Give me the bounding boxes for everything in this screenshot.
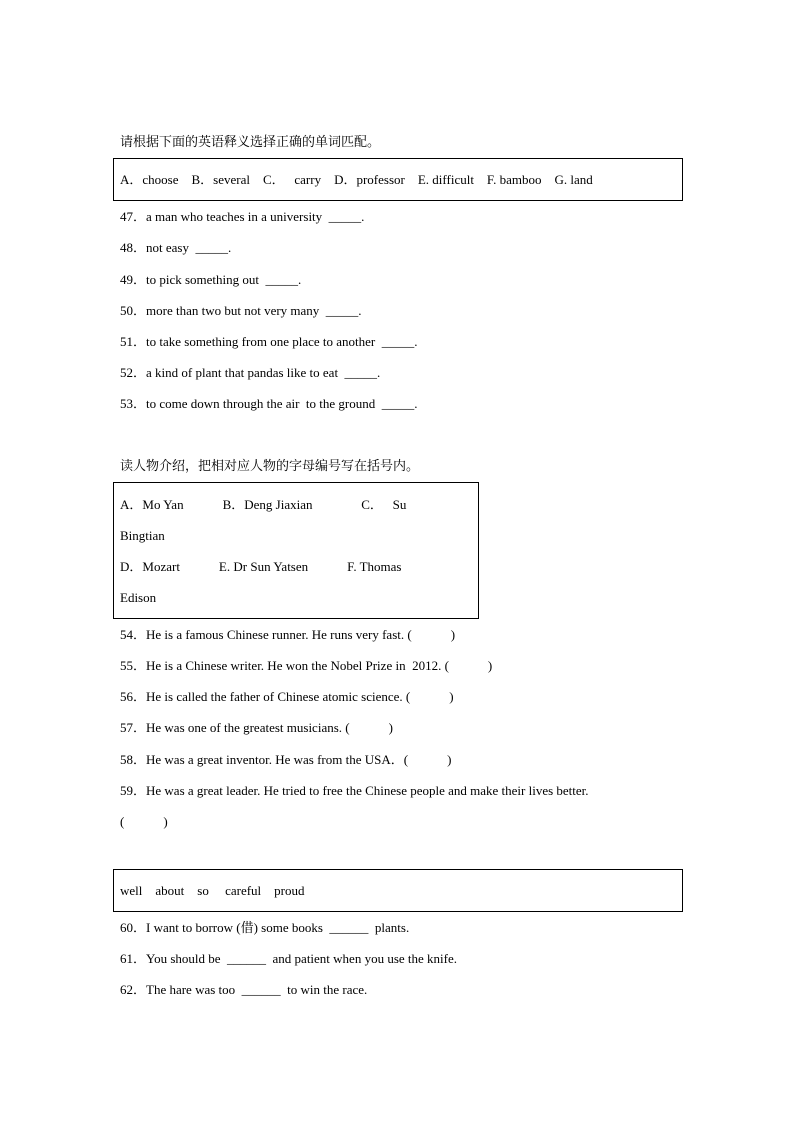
- section2-options-line-4: Edison: [120, 590, 157, 605]
- question-59: 59．He was a great leader. He tried to free the Chinese people and make their lives better.: [120, 783, 589, 798]
- question-61: 61．You should be ______ and patient when you use the knife.: [120, 951, 458, 966]
- question-56: 56．He is called the father of Chinese atomic science. ( ): [120, 689, 454, 704]
- section1-instruction: 请根据下面的英语释义选择正确的单词匹配。: [120, 135, 381, 150]
- section3-word-bank: [113, 869, 683, 912]
- question-62: 62．The hare was too ______ to win the race.: [120, 982, 368, 997]
- question-51: 51．to take something from one place to another _____.: [120, 334, 418, 349]
- question-58: 58．He was a great inventor. He was from the USA．( ): [120, 752, 452, 767]
- section2-instruction: 读人物介绍，把相对应人物的字母编号写在括号内。: [120, 459, 420, 474]
- section2-people-bank: [113, 482, 479, 619]
- section3-options: well about so careful proud: [120, 883, 305, 898]
- question-57: 57．He was one of the greatest musicians. ( ): [120, 720, 393, 735]
- section2-options-line-3: D．Mozart E. Dr Sun Yatsen F. Thomas: [120, 559, 402, 574]
- question-48: 48．not easy _____.: [120, 240, 232, 255]
- question-60: 60．I want to borrow (借) some books ______ plants.: [120, 920, 410, 935]
- section1-options: A．choose B．several C． carry D．professor E. difficult F. bamboo G. land: [120, 172, 593, 187]
- question-53: 53．to come down through the air to the ground _____.: [120, 396, 418, 411]
- question-59-answer: ( ): [120, 814, 168, 829]
- section1-word-bank: [113, 158, 683, 201]
- question-54: 54．He is a famous Chinese runner. He runs very fast. ( ): [120, 627, 456, 642]
- section2-options-line-1: A．Mo Yan B．Deng Jiaxian C． Su: [120, 497, 407, 512]
- question-49: 49．to pick something out _____.: [120, 272, 302, 287]
- question-50: 50．more than two but not very many _____.: [120, 303, 362, 318]
- question-55: 55．He is a Chinese writer. He won the Nobel Prize in 2012. ( ): [120, 658, 493, 673]
- section2-options-line-2: Bingtian: [120, 528, 165, 543]
- question-47: 47．a man who teaches in a university _____.: [120, 209, 365, 224]
- question-52: 52．a kind of plant that pandas like to eat _____.: [120, 365, 381, 380]
